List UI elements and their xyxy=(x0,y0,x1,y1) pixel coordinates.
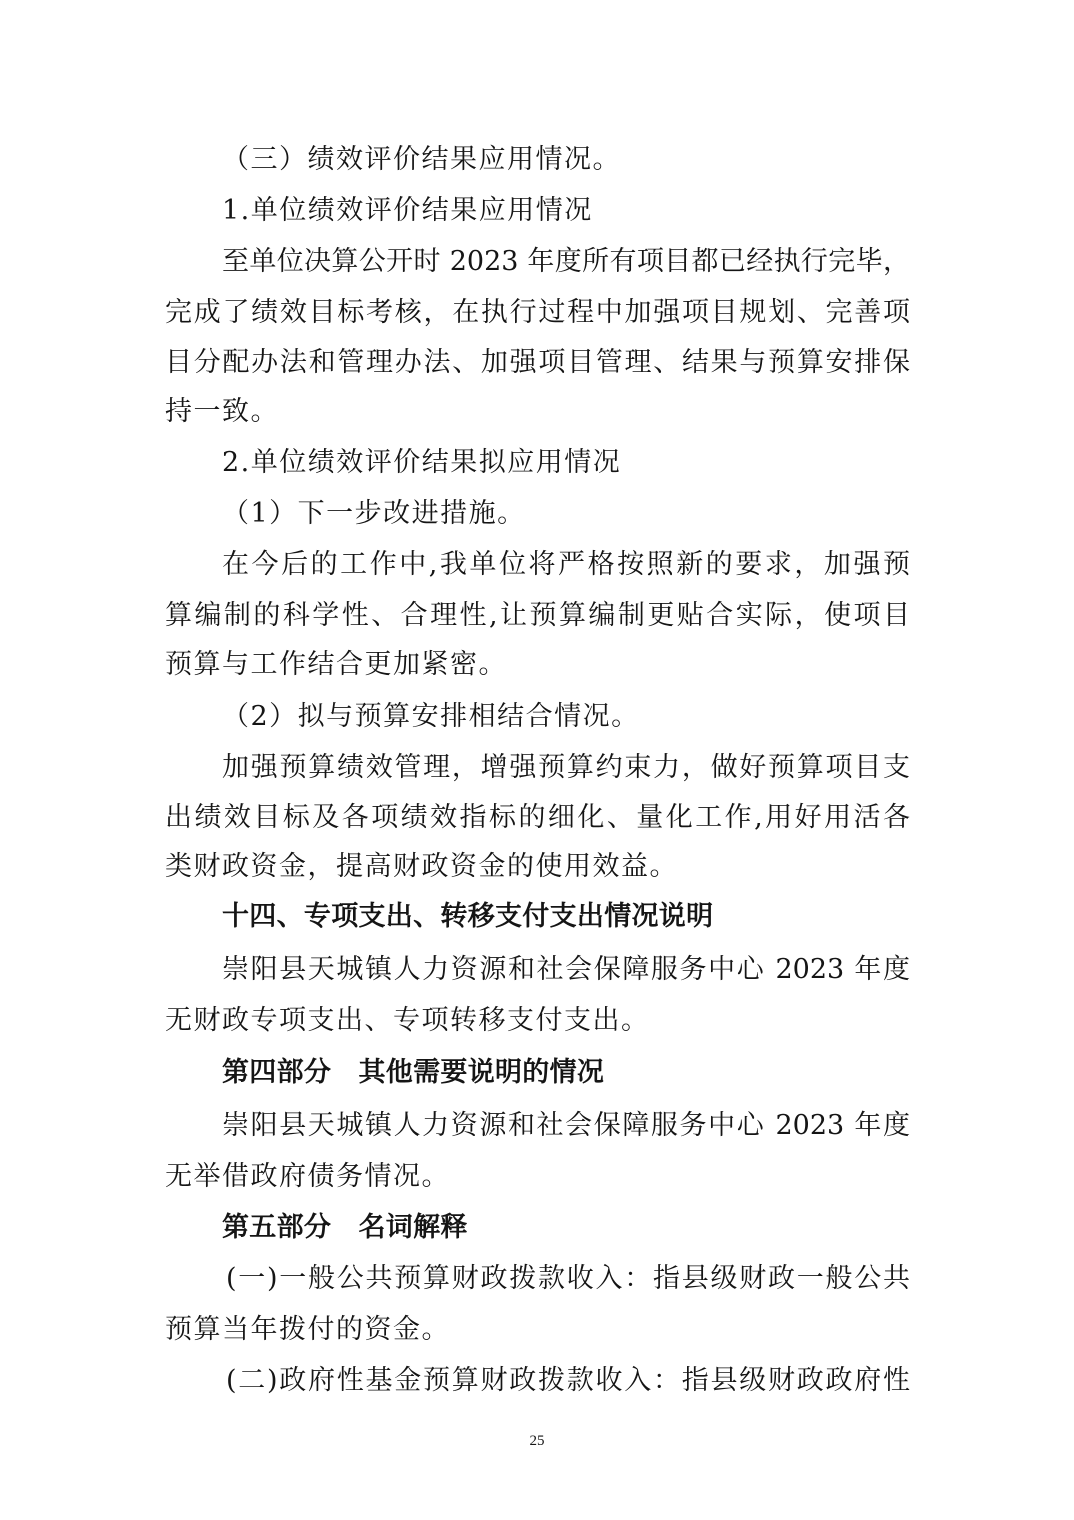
text-line: 无财政专项支出、专项转移支付支出。 xyxy=(165,1005,650,1036)
item-heading: 2.单位绩效评价结果拟应用情况 xyxy=(222,447,622,478)
text-line: 在今后的工作中,我单位将严格按照新的要求，加强预 xyxy=(222,549,910,580)
item-heading: （2）拟与预算安排相结合情况。 xyxy=(222,701,640,732)
text-line: (二)政府性基金预算财政拨款收入：指县级财政政府性 xyxy=(226,1365,910,1396)
part-heading: 第五部分 名词解释 xyxy=(222,1212,468,1243)
text-line: 至单位决算公开时 2023 年度所有项目都已经执行完毕， xyxy=(222,246,910,277)
text-line: 出绩效目标及各项绩效指标的细化、量化工作,用好用活各 xyxy=(165,802,910,833)
text-line: 类财政资金，提高财政资金的使用效益。 xyxy=(165,851,678,882)
text-line: 目分配办法和管理办法、加强项目管理、结果与预算安排保 xyxy=(165,347,910,378)
part-heading: 第四部分 其他需要说明的情况 xyxy=(222,1057,605,1088)
section-heading: 十四、专项支出、转移支付支出情况说明 xyxy=(222,901,714,932)
text-line: 预算与工作结合更加紧密。 xyxy=(165,649,507,680)
text-line: 持一致。 xyxy=(165,396,279,427)
item-heading: 1.单位绩效评价结果应用情况 xyxy=(222,195,593,226)
text-line: 预算当年拨付的资金。 xyxy=(165,1314,450,1345)
text-line: 崇阳县天城镇人力资源和社会保障服务中心 2023 年度 xyxy=(222,954,910,985)
text-line: 加强预算绩效管理，增强预算约束力，做好预算项目支 xyxy=(222,752,910,783)
text-line: 无举借政府债务情况。 xyxy=(165,1161,450,1192)
text-line: 完成了绩效目标考核，在执行过程中加强项目规划、完善项 xyxy=(165,297,910,328)
page-number: 25 xyxy=(529,1433,545,1449)
item-heading: （1）下一步改进措施。 xyxy=(222,498,526,529)
text-line: (一)一般公共预算财政拨款收入：指县级财政一般公共 xyxy=(226,1263,910,1294)
text-line: 算编制的科学性、合理性,让预算编制更贴合实际，使项目 xyxy=(165,600,910,631)
subsection-heading: （三）绩效评价结果应用情况。 xyxy=(222,144,621,175)
text-line: 崇阳县天城镇人力资源和社会保障服务中心 2023 年度 xyxy=(222,1110,910,1141)
